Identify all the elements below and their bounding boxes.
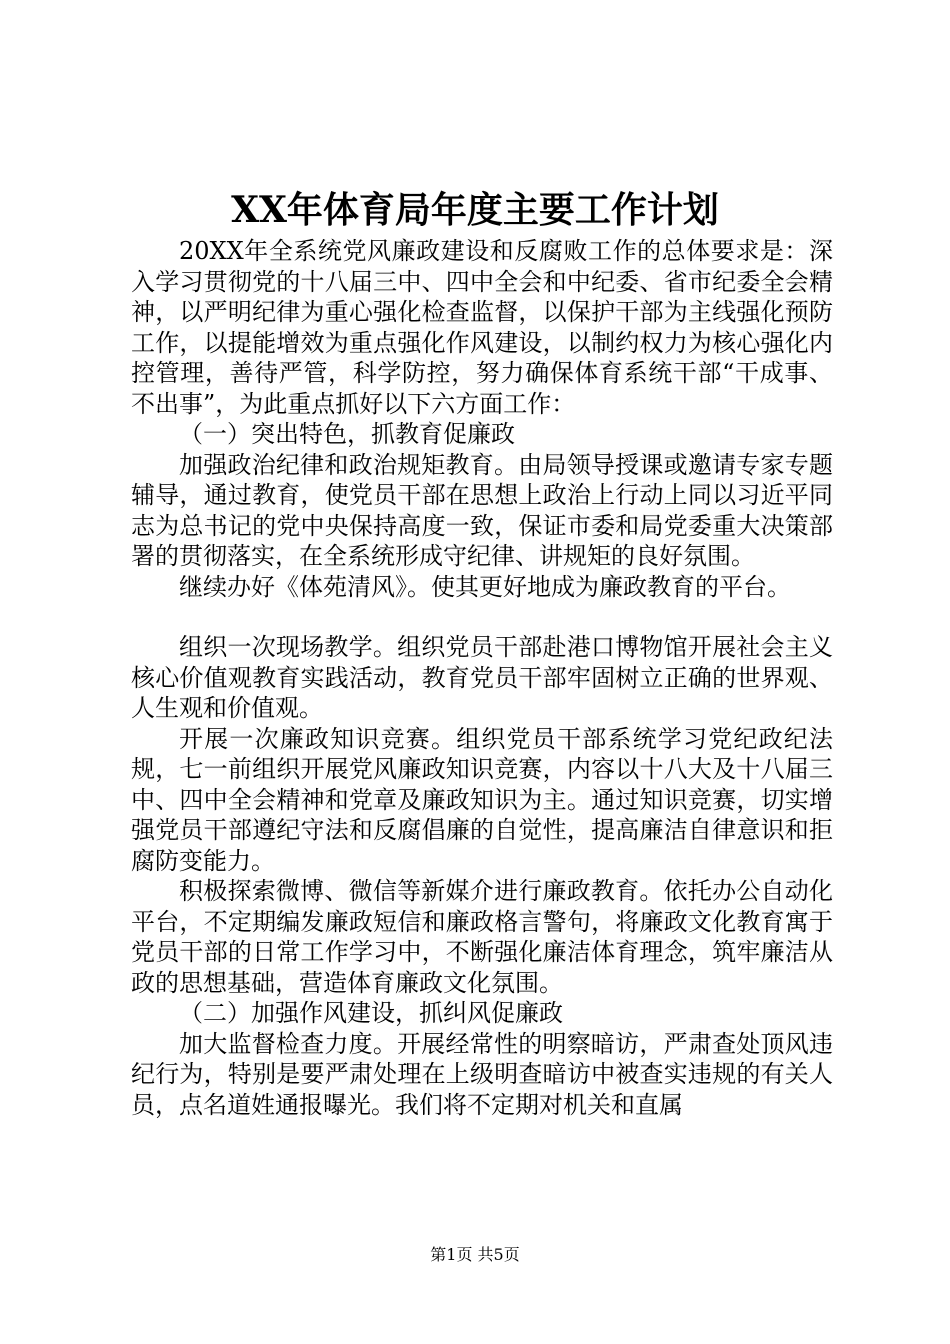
paragraph: 加大监督检查力度。开展经常性的明察暗访，严肃查处顶风违纪行为，特别是要严肃处理在上级明查暗访中被查实违规的有关人员，点名道姓通报曝光。我们将不定期对机关和直属 bbox=[131, 1029, 833, 1119]
paragraph: 加强政治纪律和政治规矩教育。由局领导授课或邀请专家专题辅导，通过教育，使党员干部在思想上政治上行动上同以习近平同志为总书记的党中央保持高度一致，保证市委和局党委重大决策部署的贯彻落实，在全系统形成守纪律、讲规矩的良好氛围。 bbox=[131, 450, 833, 570]
paragraph: 组织一次现场教学。组织党员干部赴港口博物馆开展社会主义核心价值观教育实践活动，教育党员干部牢固树立正确的世界观、人生观和价值观。 bbox=[131, 633, 833, 722]
section-heading-2: （二）加强作风建设，抓纠风促廉政 bbox=[179, 999, 563, 1027]
document-title: XX年体育局年度主要工作计划 bbox=[231, 189, 719, 231]
paragraph: 开展一次廉政知识竞赛。组织党员干部系统学习党纪政纪法规，七一前组织开展党风廉政知识竞赛，内容以十八大及十八届三中、四中全会精神和党章及廉政知识为主。通过知识竞赛，切实增强党员干部遵纪守法和反腐倡廉的自觉性，提高廉洁自律意识和拒腐防变能力。 bbox=[131, 724, 833, 875]
paragraph-intro: 20XX年全系统党风廉政建设和反腐败工作的总体要求是：深入学习贯彻党的十八届三中、四中全会和中纪委、省市纪委全会精神，以严明纪律为重心强化检查监督，以保护干部为主线强化预防工作，以提能增效为重点强化作风建设，以制约权力为核心强化内控管理，善待严管，科学防控，努力确保体育系统干部“干成事、不出事”，为此重点抓好以下六方面工作： bbox=[131, 237, 833, 418]
section-heading-1: （一）突出特色，抓教育促廉政 bbox=[179, 420, 515, 448]
document-body bbox=[131, 236, 833, 1120]
paragraph: 积极探索微博、微信等新媒介进行廉政教育。依托办公自动化平台，不定期编发廉政短信和廉政格言警句，将廉政文化教育寓于党员干部的日常工作学习中，不断强化廉洁体育理念，筑牢廉洁从政的思想基础，营造体育廉政文化氛围。 bbox=[131, 877, 833, 997]
page-number: 第1页 共5页 bbox=[430, 1245, 520, 1264]
paragraph: 继续办好《体苑清风》。使其更好地成为廉政教育的平台。 bbox=[179, 572, 791, 601]
